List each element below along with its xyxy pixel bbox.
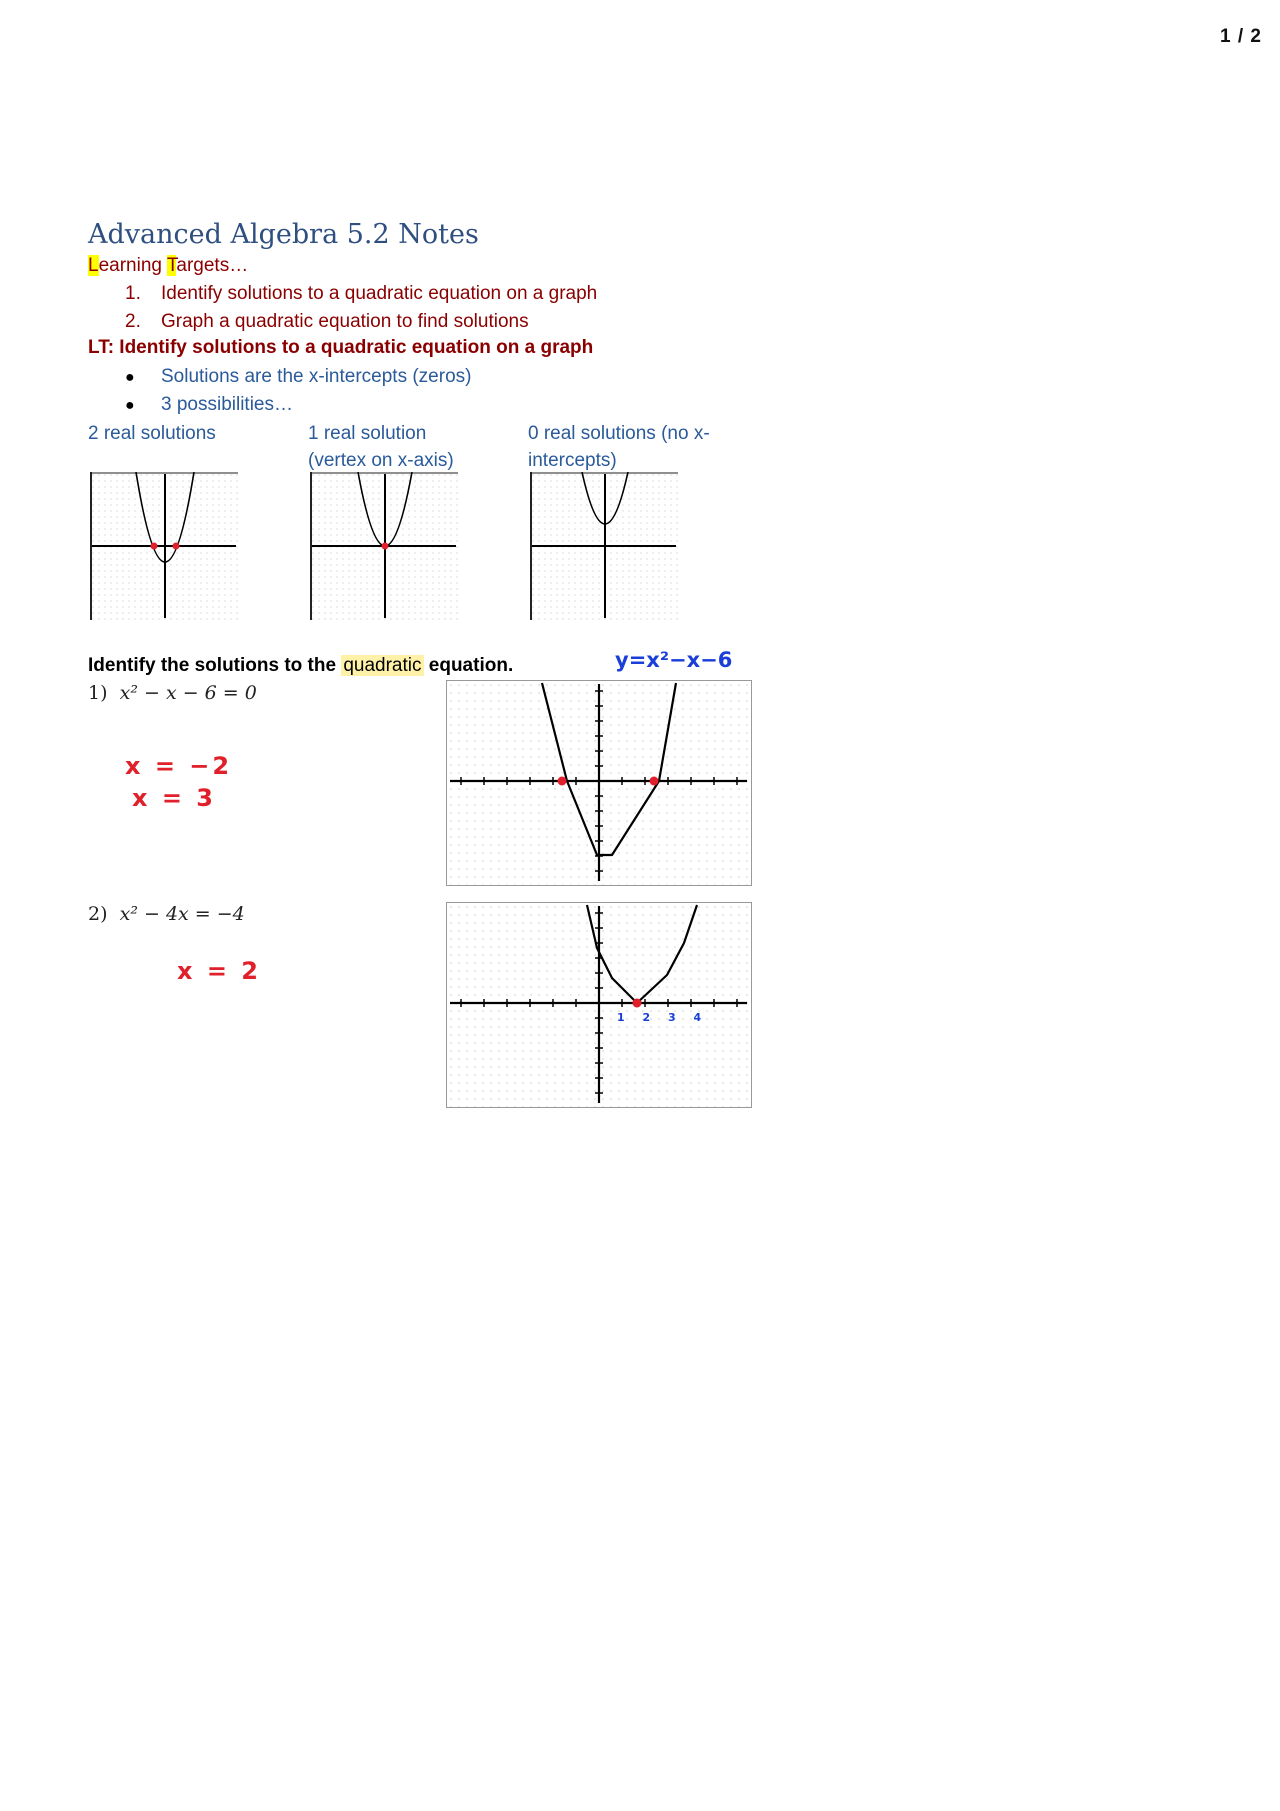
list-number: 1.: [125, 283, 141, 304]
identify-prompt: [88, 655, 513, 677]
list-number: 2.: [125, 311, 141, 332]
list-text: Identify solutions to a quadratic equation on a graph: [161, 283, 598, 304]
bullet-dot-icon: ●: [125, 397, 135, 414]
prompt-after: equation.: [423, 655, 514, 676]
lt-heading: LT: Identify solutions to a quadratic equation on a graph: [88, 337, 594, 358]
answer-2: x = 2: [177, 957, 261, 985]
list-item: [125, 394, 471, 422]
prompt-highlight: quadratic: [343, 655, 422, 676]
graph-two-solutions: [90, 472, 238, 620]
handwritten-ticks: 1 2 3 4: [617, 1011, 709, 1024]
list-item: [125, 366, 471, 394]
problem-label: 2): [88, 903, 108, 925]
problem-equation: x² − 4x = −4: [119, 903, 245, 925]
bullet-list: [125, 366, 471, 422]
page-counter: 1 / 2: [1220, 26, 1262, 47]
problem-label: 1): [88, 682, 108, 704]
list-text: Graph a quadratic equation to find solutions: [161, 311, 529, 332]
graph-one-solution: [310, 472, 458, 620]
heading-letter-t: T: [166, 255, 177, 276]
bullet-text: Solutions are the x-intercepts (zeros): [161, 366, 472, 387]
list-item: [125, 283, 597, 311]
caption-one-solution: 1 real solution (vertex on x-axis): [308, 423, 454, 471]
graph-problem-1: [446, 680, 752, 886]
prompt-before: Identify the solutions to the: [88, 655, 342, 676]
bullet-dot-icon: ●: [125, 369, 135, 386]
problem-1: [88, 682, 257, 704]
heading-mid: earning: [98, 255, 167, 276]
learning-targets-list: [125, 283, 597, 339]
list-item: [125, 311, 597, 339]
problem-2: [88, 903, 245, 925]
handwritten-function: y=x²−x−6: [615, 648, 733, 672]
learning-targets-heading: [88, 255, 248, 277]
heading-end: argets…: [176, 255, 249, 276]
bullet-text: 3 possibilities…: [161, 394, 293, 415]
problem-equation: x² − x − 6 = 0: [119, 682, 257, 704]
answer-1a: x = −2: [125, 752, 233, 780]
page-title: Advanced Algebra 5.2 Notes: [88, 219, 479, 250]
heading-letter-l: L: [88, 255, 99, 276]
graph-problem-2: [446, 902, 752, 1108]
caption-two-solutions: 2 real solutions: [88, 423, 216, 444]
graph-zero-solutions: [530, 472, 678, 620]
answer-1b: x = 3: [132, 784, 216, 812]
caption-zero-solutions: 0 real solutions (no x-intercepts): [528, 423, 710, 471]
